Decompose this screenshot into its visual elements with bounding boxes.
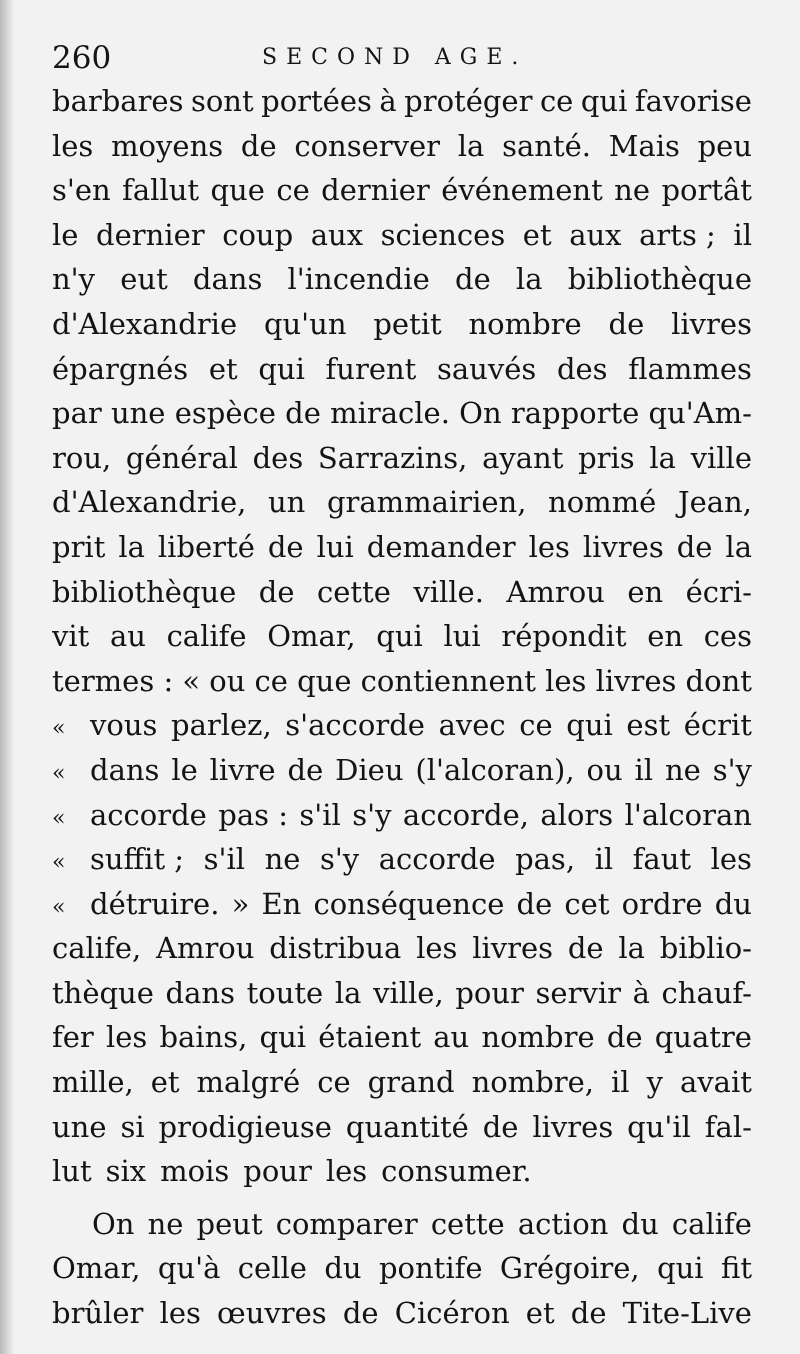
word: grand <box>367 1065 455 1100</box>
line-words <box>52 257 752 302</box>
word: lut <box>52 1154 92 1189</box>
word: pour <box>455 975 524 1010</box>
word: Jean, <box>677 485 752 520</box>
text-line <box>52 703 752 748</box>
word: de <box>516 886 553 921</box>
word: petit <box>373 306 442 341</box>
word: bains, <box>159 1020 248 1055</box>
word: de <box>482 1109 519 1144</box>
word: étaient <box>318 1020 422 1055</box>
word: de <box>285 396 321 431</box>
text-line <box>52 748 752 793</box>
line-words <box>52 79 752 124</box>
word: dont <box>685 663 752 698</box>
text-line <box>52 837 752 882</box>
word: qui <box>259 1020 307 1055</box>
word: celle <box>237 1251 307 1286</box>
word: une <box>52 1109 107 1144</box>
word: chauf- <box>661 975 752 1010</box>
word: le <box>171 752 198 787</box>
word: coup <box>222 217 294 252</box>
word: l'incendie <box>287 262 430 297</box>
word: moyens <box>111 128 224 163</box>
quotation-mark: « <box>52 850 66 876</box>
word: Sarrazins, <box>317 440 468 475</box>
word: ayant <box>482 440 564 475</box>
text-line <box>52 480 752 525</box>
word: furent <box>325 351 417 386</box>
word: que <box>297 663 352 698</box>
word: Omar, <box>267 619 356 654</box>
word: ces <box>703 619 752 654</box>
word: les <box>52 128 94 163</box>
word: une <box>110 396 166 431</box>
word: demander <box>366 529 516 564</box>
word: à <box>632 975 650 1010</box>
line-words <box>90 882 752 927</box>
word: vous <box>90 708 158 743</box>
word: est <box>626 708 671 743</box>
word: accorde, <box>402 797 529 832</box>
quotation-mark: « <box>52 716 66 742</box>
word: sciences <box>380 217 506 252</box>
word: ville, <box>373 975 444 1010</box>
word: de <box>342 1296 379 1331</box>
word: la <box>118 529 145 564</box>
word: lui <box>316 529 354 564</box>
line-words <box>90 748 752 793</box>
word: dernier <box>96 217 205 252</box>
word: mois <box>160 1154 230 1189</box>
word: que <box>210 173 265 208</box>
word: livres <box>671 306 752 341</box>
word: espèce <box>174 396 276 431</box>
word: miracle. <box>330 396 450 431</box>
word: de <box>287 752 324 787</box>
line-words <box>52 614 752 659</box>
word: et <box>208 351 238 386</box>
word: qui <box>657 1251 704 1286</box>
word: s'il <box>203 842 246 877</box>
word: s'il <box>299 797 341 832</box>
word: et <box>150 1065 180 1100</box>
word: rapporte <box>510 396 640 431</box>
word: œuvres <box>217 1296 327 1331</box>
word: s'y <box>712 752 752 787</box>
word: action <box>517 1206 609 1241</box>
word: » <box>231 886 250 921</box>
word: fal- <box>704 1109 752 1144</box>
word: les <box>528 529 570 564</box>
text-line <box>52 213 752 258</box>
word: dans <box>165 975 235 1010</box>
word: accorde <box>378 842 496 877</box>
text-line <box>52 124 752 169</box>
text-line <box>52 1202 752 1247</box>
word: On <box>92 1206 135 1241</box>
word: qu'à <box>157 1251 221 1286</box>
word: de <box>455 262 491 297</box>
word: nombre <box>481 1020 595 1055</box>
word: avait <box>679 1065 752 1100</box>
quotation-mark: « <box>52 894 66 920</box>
word: En <box>261 886 302 921</box>
word: portât <box>661 173 752 208</box>
word: flammes <box>628 351 752 386</box>
word: ce <box>254 663 288 698</box>
word: ordre <box>621 886 703 921</box>
word: fallut <box>122 173 200 208</box>
word: dans <box>192 262 263 297</box>
word: conséquence <box>313 886 505 921</box>
text-line <box>52 347 752 392</box>
word: s'y <box>352 797 392 832</box>
word: quatre <box>654 1020 752 1055</box>
word: qu'un <box>263 306 347 341</box>
word: protéger <box>404 84 533 118</box>
word: distribua <box>269 931 402 966</box>
word: lui <box>443 619 481 654</box>
word: les <box>416 931 458 966</box>
word: six <box>105 1154 147 1189</box>
word: du <box>621 1206 659 1241</box>
word: ville <box>690 440 752 475</box>
word: la <box>334 975 362 1010</box>
word: au <box>109 619 146 654</box>
word: et <box>525 1296 555 1331</box>
word: ce <box>539 84 574 118</box>
word: livres <box>532 1109 614 1144</box>
word: nombre, <box>471 1065 595 1100</box>
word: écrit <box>683 708 752 743</box>
word: événement <box>441 173 603 208</box>
word: de <box>608 306 645 341</box>
word: de <box>570 1296 607 1331</box>
word: barbares <box>52 84 184 118</box>
word: ce <box>519 708 553 743</box>
word: la <box>649 440 676 475</box>
word: qui <box>258 351 305 386</box>
word: malgré <box>196 1065 301 1100</box>
word: ne <box>264 842 301 877</box>
word: épargnés <box>52 351 189 386</box>
line-words <box>52 347 752 392</box>
text-line <box>52 570 752 615</box>
line-words <box>52 1015 752 1060</box>
word: faut <box>632 842 692 877</box>
line-words <box>52 213 752 258</box>
word: calife <box>166 619 247 654</box>
word: il <box>611 1065 630 1100</box>
word: en <box>647 619 684 654</box>
word: le <box>52 217 79 252</box>
word: livres <box>472 931 554 966</box>
word: ou <box>209 663 246 698</box>
word: Omar, <box>52 1251 141 1286</box>
word: portées <box>261 84 372 118</box>
line-words <box>52 525 752 570</box>
word: de <box>676 529 713 564</box>
word: les <box>545 663 587 698</box>
word: ce <box>276 173 310 208</box>
word: répondit <box>501 619 627 654</box>
word: On <box>459 396 502 431</box>
page-number: 260 <box>52 40 112 76</box>
line-words <box>52 124 752 169</box>
word: pour <box>243 1154 312 1189</box>
word: y <box>646 1065 663 1100</box>
word: dans <box>90 752 160 787</box>
line-words <box>90 837 752 882</box>
word: ne <box>664 752 701 787</box>
line-words <box>52 1149 752 1194</box>
word: « <box>182 663 201 698</box>
line-words <box>52 659 752 704</box>
text-line <box>52 168 752 213</box>
word: n'y <box>52 262 96 297</box>
word: pas : <box>218 797 288 832</box>
word: Amrou <box>506 574 605 609</box>
word: fer <box>52 1020 94 1055</box>
word: favorise <box>634 84 752 118</box>
word: rou, <box>52 440 112 475</box>
line-words <box>52 302 752 347</box>
word: suffit ; <box>90 842 185 877</box>
running-title: SECOND AGE. <box>262 45 528 70</box>
word: cet <box>564 886 610 921</box>
word: servir <box>535 975 621 1010</box>
text-line <box>52 882 752 927</box>
word: qui <box>566 708 613 743</box>
word: s'y <box>319 842 360 877</box>
line-words <box>90 793 752 838</box>
word: eut <box>120 262 168 297</box>
word: qui <box>376 619 423 654</box>
text-line <box>52 1060 752 1105</box>
word: livres <box>582 529 664 564</box>
word: liberté <box>157 529 255 564</box>
word: nombre <box>468 306 582 341</box>
word: contiennent <box>360 663 536 698</box>
word: calife, <box>52 931 142 966</box>
word: prit <box>52 529 106 564</box>
word: biblio- <box>659 931 752 966</box>
quotation-mark: « <box>52 805 66 831</box>
word: ou <box>586 752 623 787</box>
word: livres <box>595 663 677 698</box>
word: de <box>606 1020 643 1055</box>
word: les <box>325 1154 368 1189</box>
word: peut <box>196 1206 263 1241</box>
word: du <box>324 1251 362 1286</box>
word: quantité <box>345 1109 469 1144</box>
word: ne <box>147 1206 184 1241</box>
word: la <box>618 931 645 966</box>
word: des <box>252 440 304 475</box>
word: prodigieuse <box>158 1109 332 1144</box>
word: de <box>567 931 604 966</box>
text-line <box>52 1291 752 1336</box>
word: d'Alexandrie, <box>52 485 247 520</box>
running-head <box>52 38 752 78</box>
word: Tite-Live <box>622 1296 752 1331</box>
text-line <box>52 1105 752 1150</box>
word: conserver <box>294 128 441 163</box>
word: grammairien, <box>326 485 527 520</box>
text-line <box>52 391 752 436</box>
text-line <box>52 79 752 124</box>
word: pas, <box>515 842 576 877</box>
word: de <box>258 574 295 609</box>
word: bibliothèque <box>567 262 752 297</box>
word: aux <box>569 217 622 252</box>
word: les <box>105 1020 148 1055</box>
word: avec <box>438 708 506 743</box>
word: Mais <box>608 128 680 163</box>
word: Cicéron <box>394 1296 510 1331</box>
text-line <box>52 659 752 704</box>
word: pris <box>578 440 635 475</box>
word: la <box>725 529 752 564</box>
word: qu'Am- <box>648 396 752 431</box>
word: accorde <box>90 797 207 832</box>
word: livre <box>209 752 276 787</box>
line-words <box>92 1202 752 1247</box>
word: dernier <box>321 173 430 208</box>
line-words <box>52 1060 752 1105</box>
word: santé. <box>502 128 591 163</box>
word: écri- <box>685 574 752 609</box>
word: aux <box>310 217 364 252</box>
text-line <box>52 1149 752 1194</box>
word: de <box>267 529 304 564</box>
text-line <box>52 257 752 302</box>
word: à <box>379 84 397 118</box>
word: des <box>556 351 608 386</box>
word: si <box>120 1109 145 1144</box>
line-words <box>52 168 752 213</box>
word: la <box>515 262 543 297</box>
word: Dieu <box>335 752 404 787</box>
word: au <box>433 1020 470 1055</box>
text-line <box>52 971 752 1016</box>
line-words <box>52 1291 752 1336</box>
word: un <box>267 485 306 520</box>
word: pontife <box>378 1251 483 1286</box>
text-line <box>52 793 752 838</box>
word: qui <box>580 84 628 118</box>
word: nommé <box>548 485 657 520</box>
page-gutter-shadow <box>0 0 14 1354</box>
word: d'Alexandrie <box>52 306 238 341</box>
text-line <box>52 436 752 481</box>
word: détruire. <box>90 886 220 921</box>
word: parlez, <box>171 708 272 743</box>
word: l'alcoran <box>624 797 752 832</box>
word: sont <box>190 84 254 118</box>
text-line <box>52 1246 752 1291</box>
word: toute <box>246 975 324 1010</box>
word: Grégoire, <box>499 1251 640 1286</box>
line-words <box>52 391 752 436</box>
quotation-mark: « <box>52 760 66 786</box>
text-line <box>52 302 752 347</box>
text-line <box>52 926 752 971</box>
word: les <box>710 842 752 877</box>
line-words <box>52 436 752 481</box>
line-words <box>52 1246 752 1291</box>
word: cette <box>316 574 391 609</box>
word: brûler <box>52 1296 144 1331</box>
word: de <box>240 128 277 163</box>
word: bibliothèque <box>52 574 237 609</box>
word: s'accorde <box>285 708 425 743</box>
text-line <box>52 614 752 659</box>
word: sauvés <box>437 351 537 386</box>
word: (l'alcoran), <box>415 752 575 787</box>
word: qu'il <box>627 1109 691 1144</box>
line-words <box>52 926 752 971</box>
line-words <box>52 480 752 525</box>
word: ne <box>614 173 651 208</box>
word: et <box>522 217 552 252</box>
word: alors <box>540 797 614 832</box>
word: fit <box>721 1251 752 1286</box>
word: général <box>125 440 238 475</box>
word: mille, <box>52 1065 134 1100</box>
word: ce <box>317 1065 351 1100</box>
word: consumer. <box>381 1154 532 1189</box>
word: il <box>733 217 752 252</box>
word: comparer <box>275 1206 418 1241</box>
word: arts ; <box>639 217 716 252</box>
word: calife <box>671 1206 752 1241</box>
word: s'en <box>52 173 111 208</box>
body-text <box>52 79 752 1336</box>
word: ville. <box>413 574 484 609</box>
line-words <box>52 570 752 615</box>
text-line <box>52 1015 752 1060</box>
word: Amrou <box>156 931 255 966</box>
word: termes : <box>52 663 174 698</box>
line-words <box>52 971 752 1016</box>
word: il <box>634 752 654 787</box>
word: en <box>627 574 664 609</box>
word: cette <box>430 1206 505 1241</box>
word: il <box>594 842 614 877</box>
line-words <box>52 1105 752 1150</box>
word: la <box>457 128 485 163</box>
word: vit <box>52 619 90 654</box>
line-words <box>90 703 752 748</box>
word: peu <box>697 128 752 163</box>
word: par <box>52 396 102 431</box>
text-line <box>52 525 752 570</box>
word: thèque <box>52 975 154 1010</box>
word: du <box>714 886 752 921</box>
word: les <box>159 1296 201 1331</box>
